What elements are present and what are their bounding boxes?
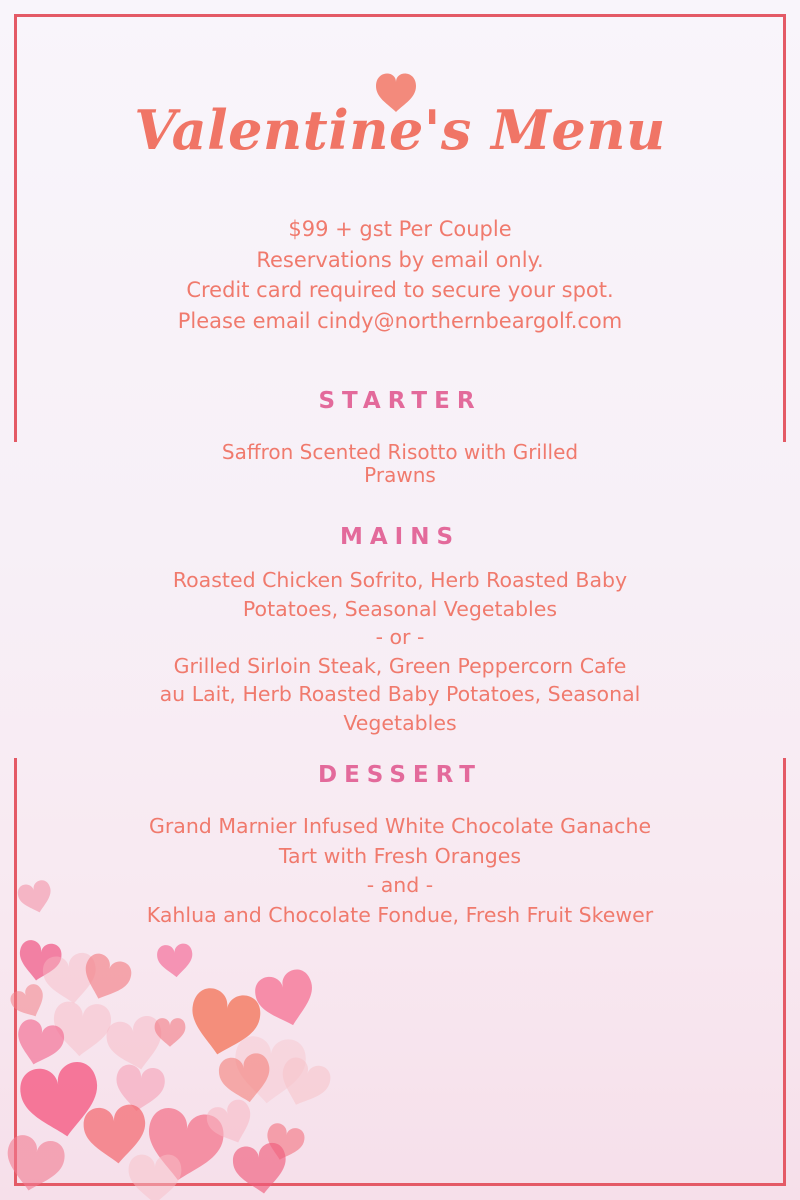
- dessert-heading: DESSERT: [318, 762, 482, 788]
- info-block: [0, 214, 800, 336]
- decor-heart-icon: [17, 1059, 105, 1143]
- mains-line: au Lait, Herb Roasted Baby Potatoes, Seasonal: [159, 682, 641, 706]
- dessert-line: Tart with Fresh Oranges: [278, 843, 522, 868]
- mains-body: [0, 566, 800, 737]
- decor-heart-icon: [155, 1018, 186, 1047]
- reservations-text: Reservations by email only.: [256, 247, 544, 272]
- decor-heart-icon: [204, 1097, 259, 1151]
- menu-title: Valentine's Menu: [134, 98, 666, 162]
- decor-heart-icon: [104, 1013, 168, 1075]
- dessert-line: - and -: [366, 873, 434, 897]
- starter-body: [0, 441, 800, 487]
- decor-heart-icon: [232, 1035, 308, 1106]
- decor-heart-icon: [217, 1051, 275, 1106]
- decor-heart-icon: [15, 938, 63, 984]
- price-text: $99 + gst Per Couple: [288, 217, 512, 241]
- decor-heart-icon: [156, 943, 194, 979]
- mains-line: Potatoes, Seasonal Vegetables: [242, 596, 558, 621]
- decor-heart-icon: [273, 1054, 334, 1113]
- mains-line: - or -: [375, 625, 425, 649]
- dessert-line: Kahlua and Chocolate Fondue, Fresh Fruit Skewer: [146, 902, 654, 927]
- starter-line: Saffron Scented Risotto with Grilled: [221, 440, 579, 464]
- dessert-line: Grand Marnier Infused White Chocolate Ganache: [148, 814, 652, 838]
- frame-top-line: [14, 14, 786, 17]
- decor-heart-icon: [252, 966, 321, 1032]
- dessert-body: [0, 812, 800, 930]
- mains-line: Grilled Sirloin Steak, Green Peppercorn Cafe: [173, 653, 627, 678]
- decor-heart-icon: [77, 950, 135, 1006]
- mains-heading: MAINS: [339, 524, 461, 550]
- credit-card-text: Credit card required to secure your spot.: [186, 278, 614, 302]
- decor-heart-icon: [129, 1155, 182, 1200]
- decor-heart-icon: [82, 1103, 149, 1167]
- decor-heart-icon: [11, 1017, 67, 1071]
- decor-heart-icon: [41, 951, 100, 1007]
- decor-heart-icon: [51, 1000, 113, 1058]
- starter-line: Prawns: [364, 463, 436, 487]
- decor-heart-icon: [112, 1063, 166, 1114]
- mains-line: Roasted Chicken Sofrito, Herb Roasted Baby: [172, 568, 628, 592]
- starter-heading: STARTER: [318, 388, 482, 414]
- decor-heart-icon: [141, 1105, 227, 1187]
- frame-bottom-line: [14, 1183, 786, 1186]
- decor-heart-icon: [1, 1132, 68, 1196]
- email-text: Please email cindy@northernbeargolf.com: [177, 308, 623, 333]
- decor-heart-icon: [184, 985, 264, 1061]
- mains-line: Vegetables: [343, 710, 457, 735]
- decor-heart-icon: [262, 1121, 307, 1164]
- decor-heart-icon: [231, 1141, 290, 1197]
